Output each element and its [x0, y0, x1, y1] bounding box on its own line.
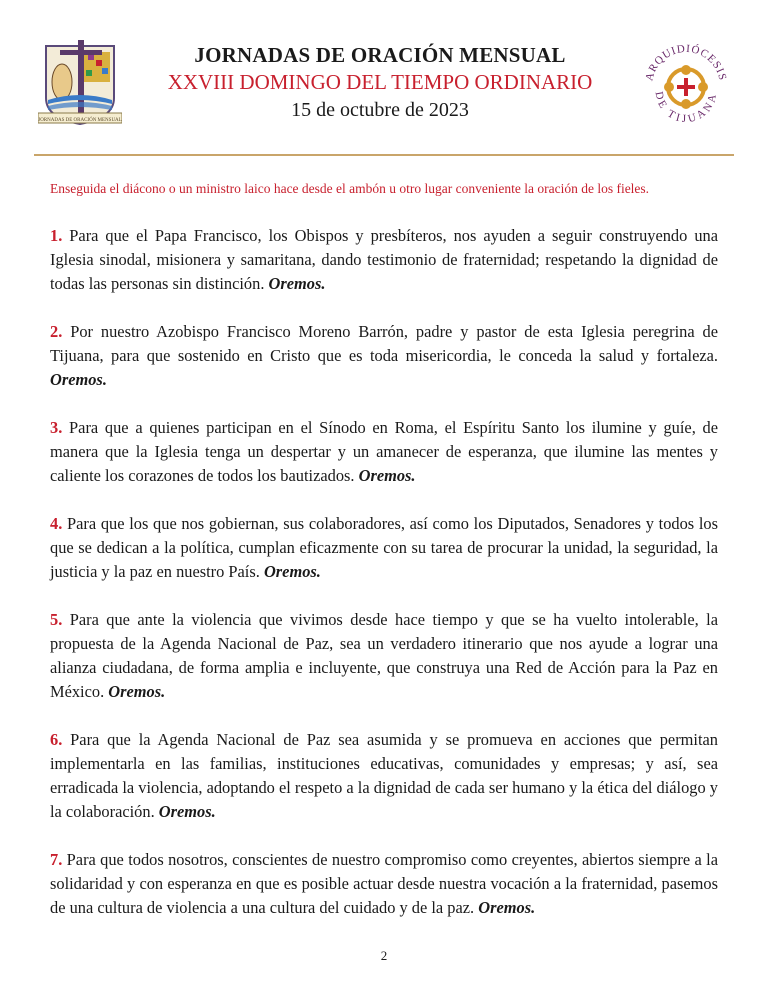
petition-2: 2. Por nuestro Azobispo Francisco Moreno Barrón, padre y pastor de esta Iglesia peregrina de Tijuana, para que sostenido en Cristo que es toda misericordia, le conceda la salud y fortaleza. Oremos. — [50, 322, 718, 389]
intro-rubric: Enseguida el diácono o un ministro laico hace desde el ambón u otro lugar conveniente la oración de los fieles. — [50, 181, 650, 196]
title-block — [130, 42, 630, 124]
petition-6: 6. Para que la Agenda Nacional de Paz sea asumida y se promueva en acciones que permitan implementarla en las familias, instituciones educativas, comunidades y empresas; y así, sea erradicada la violencia, adoptando el respeto a la dignidad de cada ser humano y la ética del diálogo y la colaboración. Oremos. — [50, 730, 718, 821]
petitions-list — [50, 224, 718, 944]
petition-7: 7. Para que todos nosotros, conscientes de nuestro compromiso como creyentes, abiertos siempre a la solidaridad y con esperanza en que es posible actuar desde nuestra vocación a la fraternidad, pasemos de una cultura de violencia a una cultura del cuidado y de la paz. Oremos. — [50, 850, 718, 917]
banner-text: JORNADAS DE ORACIÓN MENSUAL — [38, 118, 122, 123]
page-title: JORNADAS DE ORACIÓN MENSUAL — [194, 43, 566, 67]
header — [0, 0, 768, 160]
petition-5: 5. Para que ante la violencia que vivimos desde hace tiempo y que se ha vuelto intolerable, la propuesta de la Agenda Nacional de Paz, sea un verdadero itinerario que nos ayude a lograr una alianza ciudadana, de forma amplia e incluyente, que construya una Red de Acción para la Paz en México. Oremos. — [50, 610, 718, 701]
arquidiocesis-seal — [640, 40, 732, 132]
petition-1: 1. Para que el Papa Francisco, los Obispos y presbíteros, nos ayuden a seguir construyendo una Iglesia sinodal, misionera y samaritana, dando testimonio de fraternidad; respetando la dignidad de todas las personas sin distinción. Oremos. — [50, 226, 718, 293]
header-divider — [34, 154, 734, 156]
page-subtitle: XXVIII DOMINGO DEL TIEMPO ORDINARIO — [167, 70, 593, 94]
page-date: 15 de octubre de 2023 — [291, 99, 469, 121]
svg-text:ARQUIDIÓCESIS — [643, 43, 728, 82]
petition-4: 4. Para que los que nos gobiernan, sus colaboradores, así como los Diputados, Senadores y todos los que se dedican a la política, cumplan eficazmente con su tarea de procurar la unidad, la seguridad, la justicia y la paz en nuestro País. Oremos. — [50, 514, 718, 581]
seal-text-top: ARQUIDIÓCESIS — [643, 42, 729, 83]
petition-3: 3. Para que a quienes participan en el Sínodo en Roma, el Espíritu Santo los ilumine y guíe, de manera que la Iglesia tenga un despertar y un amanecer de esperanza, que ilumine las mentes y caliente los corazones de todos los bautizados. Oremos. — [50, 418, 718, 485]
seal-text-bottom: DE TIJUANA — [652, 90, 720, 126]
jornadas-logo-banner — [38, 112, 122, 124]
page-number: 2 — [380, 948, 388, 963]
